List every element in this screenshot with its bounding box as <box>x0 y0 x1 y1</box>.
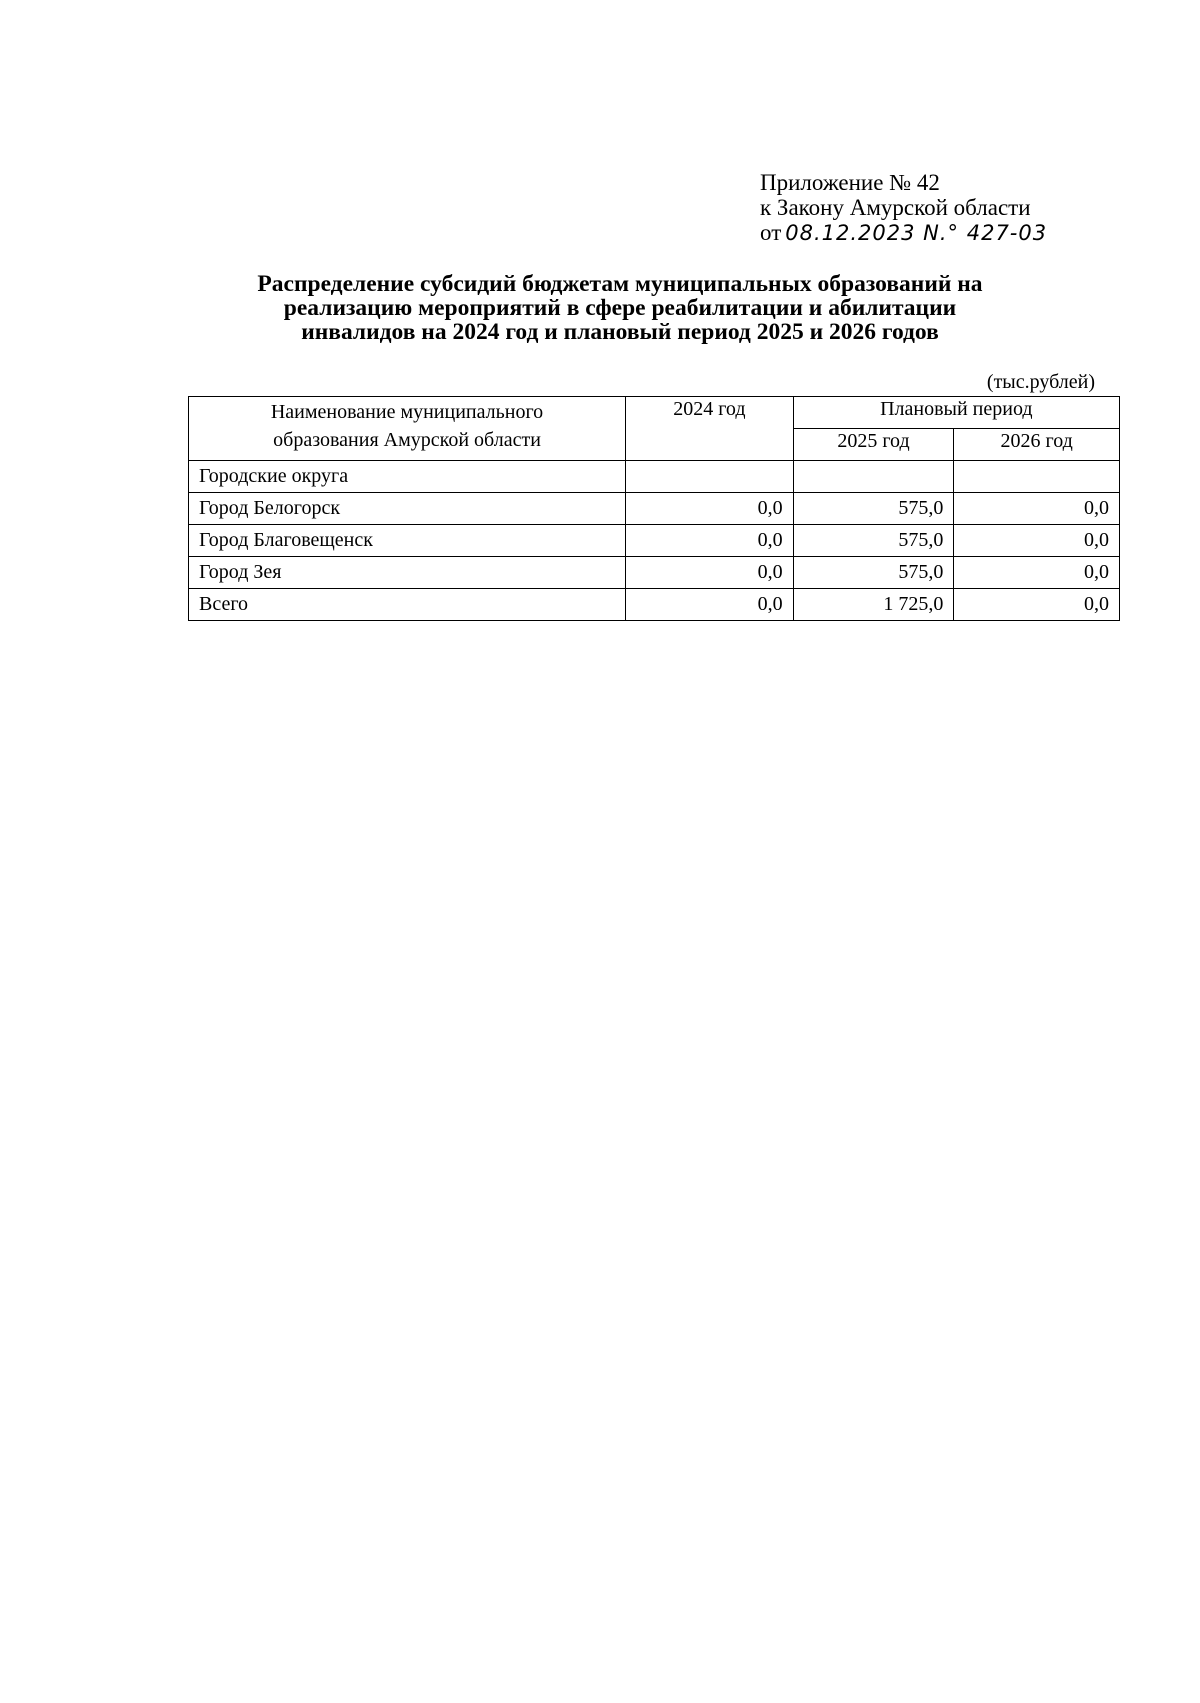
section-empty-2025 <box>793 461 954 493</box>
subsidy-table <box>188 396 1120 621</box>
title-line-2: реализацию мероприятий в сфере реабилитации и абилитации <box>283 295 957 321</box>
value-2026: 0,0 <box>954 493 1120 525</box>
section-row <box>189 461 1120 493</box>
units-label: (тыс.рублей) <box>986 371 1095 393</box>
section-empty-2026 <box>954 461 1120 493</box>
appendix-law-reference: к Закону Амурской области <box>760 195 1031 220</box>
value-2025: 575,0 <box>793 525 954 557</box>
total-row <box>189 589 1120 621</box>
total-label: Всего <box>189 589 626 621</box>
table-row <box>189 493 1120 525</box>
total-2024: 0,0 <box>626 589 794 621</box>
value-2026: 0,0 <box>954 557 1120 589</box>
section-empty-2024 <box>626 461 794 493</box>
total-2026: 0,0 <box>954 589 1120 621</box>
appendix-date-line <box>760 220 1140 246</box>
appendix-block <box>760 170 1140 246</box>
header-2025: 2025 год <box>793 429 954 461</box>
total-2025: 1 725,0 <box>793 589 954 621</box>
municipality-name: Город Благовещенск <box>189 525 626 557</box>
value-2025: 575,0 <box>793 557 954 589</box>
header-name-line-1: Наименование муниципального <box>270 401 544 423</box>
section-title: Городские округа <box>189 461 626 493</box>
value-2024: 0,0 <box>626 493 794 525</box>
appendix-number: Приложение № 42 <box>760 170 940 195</box>
table-header-row-1 <box>189 397 1120 429</box>
value-2026: 0,0 <box>954 525 1120 557</box>
header-name-line-2: образования Амурской области <box>273 429 541 451</box>
municipality-name: Город Белогорск <box>189 493 626 525</box>
header-2024: 2024 год <box>626 397 794 461</box>
value-2024: 0,0 <box>626 525 794 557</box>
municipality-name: Город Зея <box>189 557 626 589</box>
header-municipality-name <box>189 397 626 461</box>
table-row <box>189 525 1120 557</box>
table-row <box>189 557 1120 589</box>
value-2025: 575,0 <box>793 493 954 525</box>
title-line-1: Распределение субсидий бюджетам муниципальных образований на <box>257 271 983 297</box>
title-line-3: инвалидов на 2024 год и плановый период 2025 и 2026 годов <box>301 319 939 345</box>
document-title <box>150 272 1090 344</box>
handwritten-date-number: 08.12.2023 N.° 427-03 <box>785 221 1048 245</box>
header-planned-period: Плановый период <box>793 397 1119 429</box>
value-2024: 0,0 <box>626 557 794 589</box>
appendix-date-prefix: от <box>760 220 782 245</box>
header-2026: 2026 год <box>954 429 1120 461</box>
